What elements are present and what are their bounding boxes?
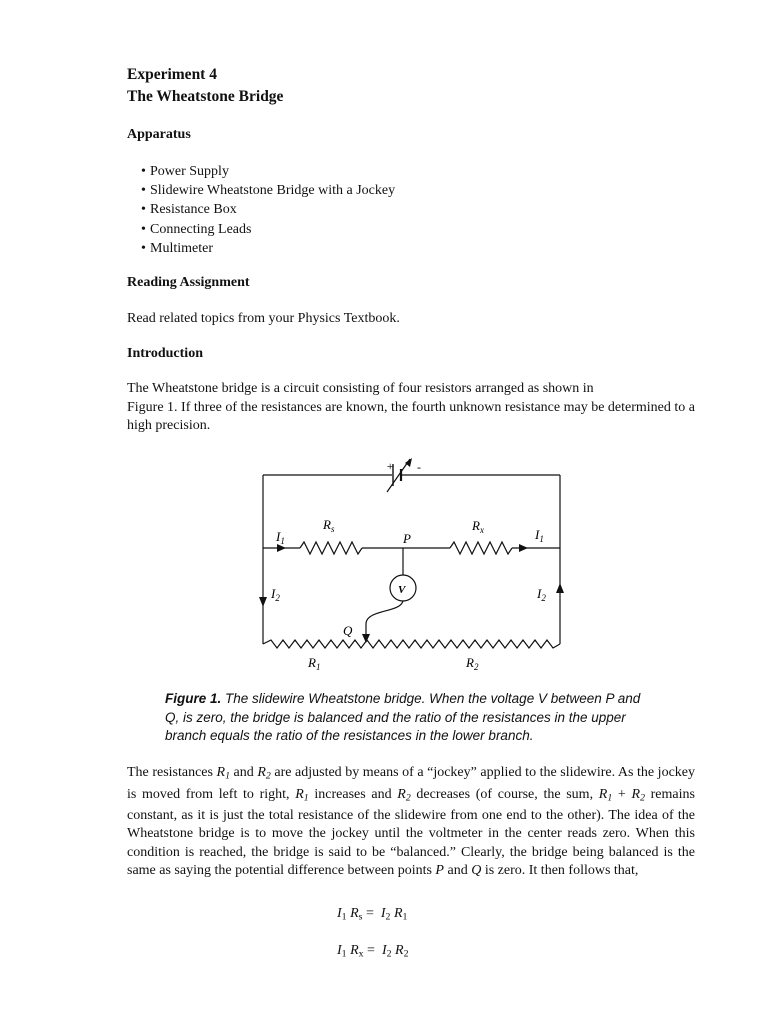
resistor-rs — [300, 542, 362, 554]
label-p: P — [403, 531, 411, 546]
experiment-number: Experiment 4 — [127, 66, 217, 83]
list-item: • Slidewire Wheatstone Bridge with a Jockey — [141, 181, 395, 200]
label-i1-left: $I_1$ — [276, 529, 285, 546]
label-q: Q — [343, 623, 353, 638]
label-i2-left: $I_2$ — [271, 586, 280, 603]
arrow-i2-right — [556, 583, 564, 593]
label-r1: $R_1$ — [308, 655, 321, 672]
arrow-i1-right — [519, 544, 528, 552]
equation-2: $I_1$ $R_x = I_2$ $R_2$ — [337, 943, 409, 960]
label-i1-right: $I_1$ — [535, 527, 544, 544]
reading-heading: Reading Assignment — [127, 275, 250, 290]
resistor-rx — [450, 542, 512, 554]
list-item: • Power Supply — [141, 162, 395, 181]
battery-minus-label: - — [417, 460, 421, 474]
document-title: The Wheatstone Bridge — [127, 88, 284, 105]
wire-voltmeter-jockey — [366, 601, 403, 637]
label-i2-right: $I_2$ — [537, 586, 546, 603]
intro-text-line1: The Wheatstone bridge is a circuit consisting of four resistors arranged as shown in — [127, 381, 594, 396]
intro-text: Figure 1. If three of the resistances are known, the fourth unknown resistance may be determined to a high precision. — [127, 400, 695, 434]
figure-caption: Figure 1. The slidewire Wheatstone bridge. When the voltage V between P and Q, is zero, the bridge is balanced and the ratio of the resistances in the upper branch equals the ratio of the resistances in the lower branch. — [165, 691, 641, 744]
list-item: • Connecting Leads — [141, 220, 395, 239]
bullet-icon: • — [141, 202, 146, 218]
bullet-icon: • — [141, 164, 146, 179]
label-rx: $R_x$ — [472, 518, 484, 535]
list-item: • Resistance Box — [141, 200, 395, 219]
list-item: • Multimeter — [141, 239, 395, 258]
bullet-icon: • — [141, 221, 146, 237]
arrow-i2-left — [259, 597, 267, 607]
bullet-icon: • — [141, 240, 146, 256]
wheatstone-bridge-diagram — [240, 445, 570, 677]
equation-1: $I_1$ $R_s = I_2$ $R_1$ — [337, 906, 408, 923]
label-r2: $R_2$ — [466, 655, 479, 672]
bullet-icon: • — [141, 183, 146, 199]
introduction-heading: Introduction — [127, 346, 203, 361]
body-paragraph: The resistances $R_1$ and $R_2$ are adjusted by means of a “jockey” applied to the slidewire. As the jockey is moved from left to right, $R_1$ increases and $R_2$ decreases (of course, the sum, $R_1 + R_2$ remains constant, as it is just the total resistance of the slidewire from one end to the other). The idea of the Wheatstone bridge is to move the jockey until the voltmeter in the center reads zero. When this condition is reached, the bridge is said to be “balanced.” Clearly, the bridge being balanced is the same as saying the potential difference between points P and Q is zero. It then follows that, — [127, 765, 695, 878]
apparatus-heading: Apparatus — [127, 127, 191, 142]
figure-caption-label: Figure 1. — [165, 691, 222, 706]
battery-plus-label: + — [386, 459, 395, 473]
label-voltmeter: V — [398, 584, 406, 596]
slidewire-resistor — [263, 640, 560, 648]
reading-text: Read related topics from your Physics Textbook. — [127, 311, 400, 326]
apparatus-list — [141, 162, 395, 258]
label-rs: $R_s$ — [323, 517, 335, 534]
